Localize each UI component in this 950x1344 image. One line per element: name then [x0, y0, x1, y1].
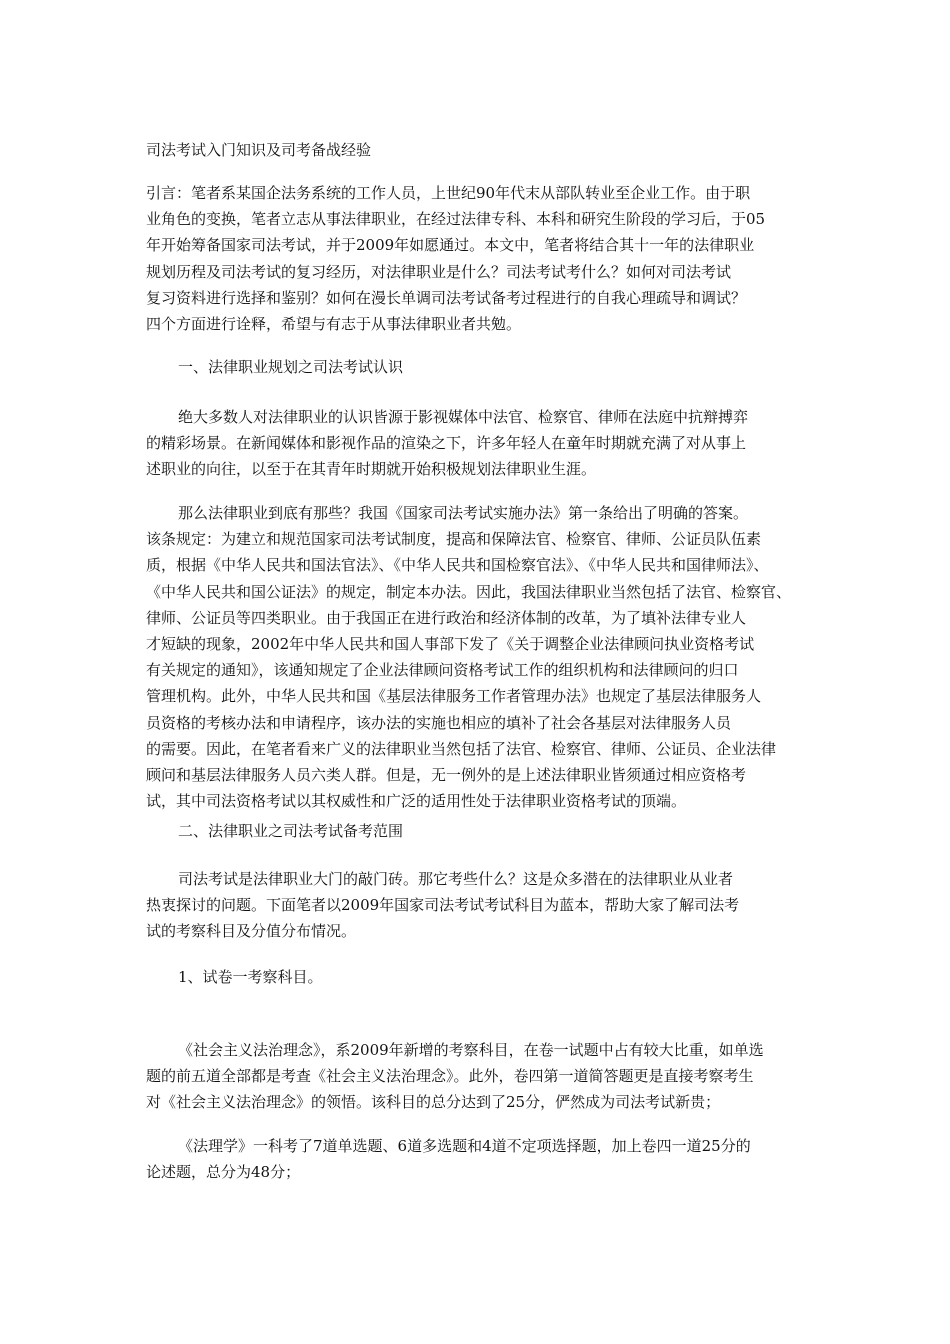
paragraph-line: 管理机构。此外，中华人民共和国《基层法律服务工作者管理办法》也规定了基层法律服务人	[146, 687, 762, 706]
intro-line: 复习资料进行选择和鉴别？如何在漫长单调司法考试备考过程进行的自我心理疏导和调试？	[146, 288, 747, 307]
paragraph-line: 顾问和基层法律服务人员六类人群。但是，无一例外的是上述法律职业皆须通过相应资格考	[146, 766, 747, 785]
paragraph-line: 论述题，总分为48分；	[146, 1163, 301, 1182]
paragraph-line: 才短缺的现象，2002年中华人民共和国人事部下发了《关于调整企业法律顾问执业资格考试	[146, 635, 755, 654]
section-heading-2: 二、法律职业之司法考试备考范围	[178, 822, 404, 840]
subject-paragraph-ideology	[146, 1037, 810, 1116]
intro-paragraph	[146, 180, 810, 337]
subject-paragraph-jurisprudence	[146, 1133, 810, 1185]
section-heading-1: 一、法律职业规划之司法考试认识	[178, 358, 404, 376]
document-title: 司法考试入门知识及司考备战经验	[146, 141, 372, 159]
section1-paragraph-1	[146, 404, 810, 483]
paragraph-line: 热衷探讨的问题。下面笔者以2009年国家司法考试考试科目为蓝本，帮助大家了解司法考	[146, 896, 740, 915]
paragraph-line: 司法考试是法律职业大门的敲门砖。那它考些什么？这是众多潜在的法律职业从业者	[178, 870, 734, 888]
intro-line: 引言：笔者系某国企法务系统的工作人员，上世纪90年代末从部队转业至企业工作。由于职	[146, 184, 751, 202]
paragraph-line: 试的考察科目及分值分布情况。	[146, 922, 357, 941]
subheading-paper-one: 1、试卷一考察科目。	[178, 968, 323, 986]
intro-line: 四个方面进行诠释，希望与有志于从事法律职业者共勉。	[146, 315, 522, 334]
paragraph-line: 员资格的考核办法和申请程序，该办法的实施也相应的填补了社会各基层对法律服务人员	[146, 713, 732, 732]
section2-paragraph-1	[146, 866, 810, 945]
paragraph-line: 质，根据《中华人民共和国法官法》、《中华人民共和国检察官法》、《中华人民共和国律师法》、	[146, 556, 769, 575]
paragraph-line: 述职业的向往，以至于在其青年时期就开始积极规划法律职业生涯。	[146, 460, 597, 479]
intro-line: 规划历程及司法考试的复习经历，对法律职业是什么？司法考试考什么？如何对司法考试	[146, 262, 732, 281]
paragraph-line: 绝大多数人对法律职业的认识皆源于影视媒体中法官、检察官、律师在法庭中抗辩搏弈	[178, 408, 749, 426]
paragraph-line: 对《社会主义法治理念》的领悟。该科目的总分达到了25分，俨然成为司法考试新贵；	[146, 1093, 721, 1112]
paragraph-line: 试，其中司法资格考试以其权威性和广泛的适用性处于法律职业资格考试的顶端。	[146, 792, 687, 811]
paragraph-line: 的精彩场景。在新闻媒体和影视作品的渲染之下，许多年轻人在童年时期就充满了对从事上	[146, 434, 747, 453]
paragraph-line: 那么法律职业到底有那些？我国《国家司法考试实施办法》第一条给出了明确的答案。	[178, 504, 749, 522]
paragraph-line: 《法理学》一科考了7道单选题、6道多选题和4道不定项选择题，加上卷四一道25分的	[178, 1137, 751, 1155]
paragraph-line: 该条规定：为建立和规范国家司法考试制度，提高和保障法官、检察官、律师、公证员队伍素	[146, 530, 762, 549]
paragraph-line: 题的前五道全部都是考查《社会主义法治理念》。此外，卷四第一道简答题更是直接考察考生	[146, 1067, 754, 1086]
paragraph-line: 《社会主义法治理念》，系2009年新增的考察科目，在卷一试题中占有较大比重，如单选	[178, 1041, 764, 1059]
paragraph-line: 的需要。因此，在笔者看来广义的法律职业当然包括了法官、检察官、律师、公证员、企业法律	[146, 739, 777, 758]
intro-line: 业角色的变换，笔者立志从事法律职业，在经过法律专科、本科和研究生阶段的学习后，于05	[146, 210, 766, 229]
section1-paragraph-2	[146, 500, 810, 814]
paragraph-line: 律师、公证员等四类职业。由于我国正在进行政治和经济体制的改革，为了填补法律专业人	[146, 608, 747, 627]
paragraph-line: 《中华人民共和国公证法》的规定，制定本办法。因此，我国法律职业当然包括了法官、检察官、	[146, 582, 792, 601]
intro-line: 年开始筹备国家司法考试，并于2009年如愿通过。本文中，笔者将结合其十一年的法律职业	[146, 236, 755, 255]
paragraph-line: 有关规定的通知》，该通知规定了企业法律顾问资格考试工作的组织机构和法律顾问的归口	[146, 661, 739, 680]
